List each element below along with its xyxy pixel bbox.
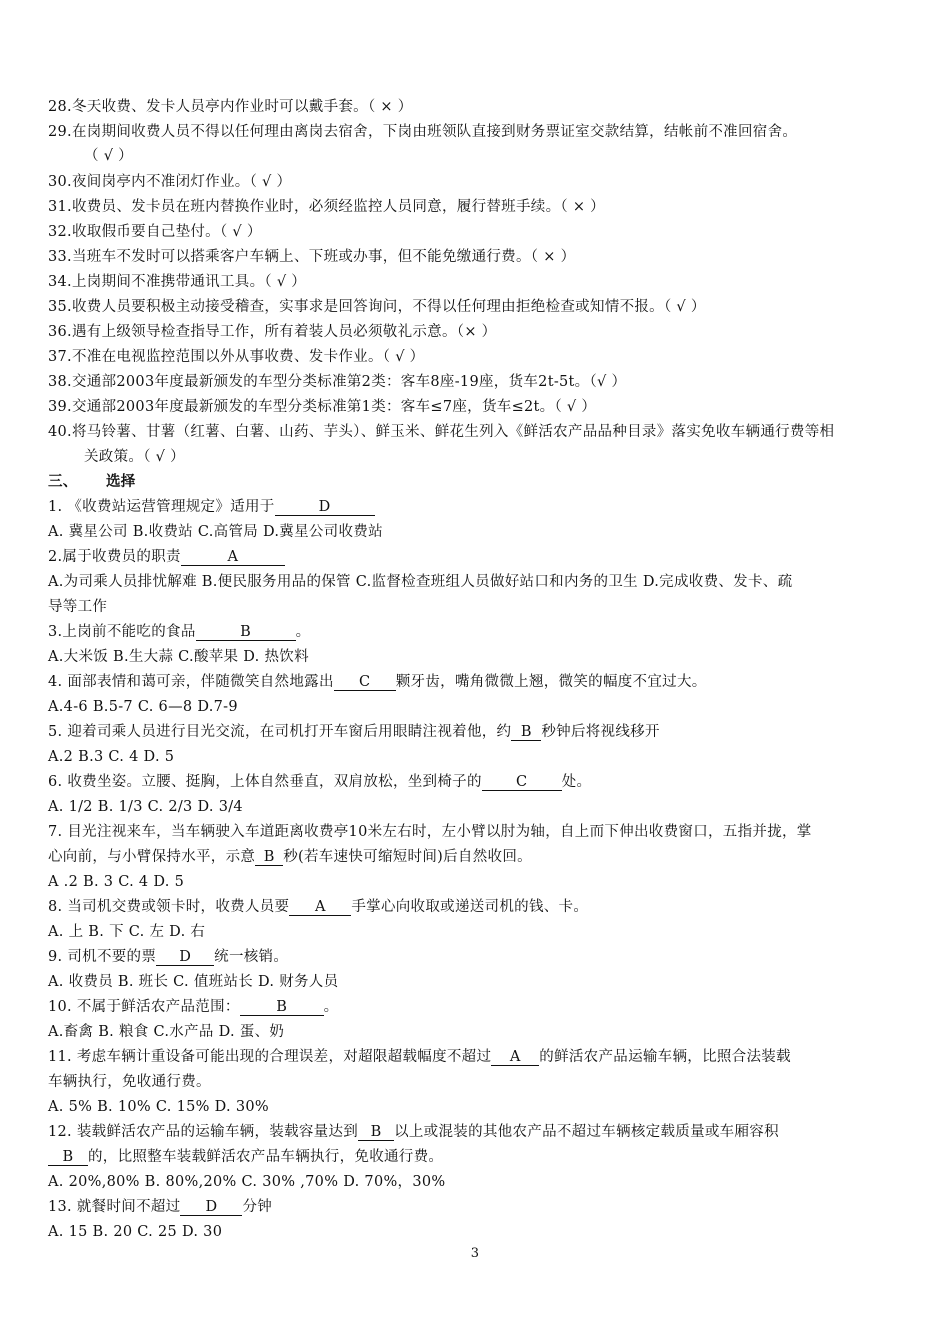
item-text: 不准在电视监控范围以外从事收费、发卡作业。（ √ ） (71, 349, 425, 365)
options-2 (48, 571, 908, 593)
item-number: 39. (48, 399, 72, 415)
answer-blank: D (180, 1199, 242, 1216)
answer-blank: C (482, 774, 562, 791)
item-number: 33. (48, 249, 72, 265)
answer-blank: D (275, 499, 375, 516)
answer-blank: B (196, 624, 296, 641)
question-1 (48, 496, 908, 518)
question-text: 手掌心向收取或递送司机的钱、卡。 (351, 899, 589, 915)
options-text: A .2 B. 3 C. 4 D. 5 (48, 874, 185, 890)
question-text: 。 (323, 999, 339, 1015)
item-number: 34. (48, 274, 72, 290)
options-3 (48, 646, 908, 668)
tf-item-28 (48, 96, 908, 118)
item-text: 夜间岗亭内不准闭灯作业。（ √ ） (71, 174, 292, 190)
options-6 (48, 796, 908, 818)
item-text: 交通部2003年度最新颁发的车型分类标准第2类：客车8座-19座，货车2t-5t。（√ ） (71, 374, 627, 390)
section-heading (48, 471, 908, 493)
question-7-cont (48, 846, 908, 868)
question-text: 车辆执行，免收通行费。 (48, 1074, 211, 1090)
question-text: 7. 目光注视来车，当车辆驶入车道距离收费亭10米左右时，左小臂以肘为轴，自上而下伸出收费窗口，五指并拢，掌 (48, 824, 812, 840)
question-text: 8. 当司机交费或领卡时，收费人员要 (48, 899, 290, 915)
question-text: 9. 司机不要的票 (48, 949, 157, 965)
answer-blank: A (491, 1049, 539, 1066)
answer-blank: A (289, 899, 351, 916)
item-text: 收费人员要积极主动接受稽查，实事求是回答询问，不得以任何理由拒绝检查或知情不报。（ √ ） (71, 299, 706, 315)
options-11 (48, 1096, 908, 1118)
question-12-cont (48, 1146, 908, 1168)
tf-item-39 (48, 396, 908, 418)
item-number: 30. (48, 174, 72, 190)
question-text: 秒钟后将视线移开 (541, 724, 660, 740)
item-number: 32. (48, 224, 72, 240)
item-number: 40. (48, 424, 72, 440)
options-4 (48, 696, 908, 718)
question-4 (48, 671, 908, 693)
question-text: 4. 面部表情和蔼可亲，伴随微笑自然地露出 (48, 674, 334, 690)
question-11 (48, 1046, 908, 1068)
question-9 (48, 946, 908, 968)
question-13 (48, 1196, 908, 1218)
question-3 (48, 621, 908, 643)
options-text: A. 15 B. 20 C. 25 D. 30 (48, 1224, 223, 1240)
question-5 (48, 721, 908, 743)
item-number: 37. (48, 349, 72, 365)
question-text: 13. 就餐时间不超过 (48, 1199, 181, 1215)
options-text: A.2 B.3 C. 4 D. 5 (48, 749, 175, 765)
tf-item-34 (48, 271, 908, 293)
question-text: 处。 (561, 774, 592, 790)
question-10 (48, 996, 908, 1018)
question-12 (48, 1121, 908, 1143)
question-text: 统一核销。 (214, 949, 289, 965)
item-text: 将马铃薯、甘薯（红薯、白薯、山药、芋头）、鲜玉米、鲜花生列入《鲜活农产品品种目录》落实免收车辆通行费等相 (71, 424, 835, 440)
tf-item-38 (48, 371, 908, 393)
tf-item-31 (48, 196, 908, 218)
item-text: 冬天收费、发卡人员亭内作业时可以戴手套。（ × ） (71, 99, 413, 115)
item-text: （ √ ） (84, 148, 133, 164)
question-8 (48, 896, 908, 918)
tf-item-40-cont (84, 446, 908, 468)
question-2 (48, 546, 908, 568)
options-2-cont (48, 596, 908, 618)
options-text: A. 上 B. 下 C. 左 D. 右 (48, 924, 206, 940)
item-text: 遇有上级领导检查指导工作，所有着装人员必须敬礼示意。（× ） (71, 324, 497, 340)
tf-item-36 (48, 321, 908, 343)
question-text: 1. 《收费站运营管理规定》适用于 (48, 499, 275, 515)
options-1 (48, 521, 908, 543)
tf-item-32 (48, 221, 908, 243)
answer-blank: B (358, 1124, 394, 1141)
answer-blank: B (511, 724, 541, 741)
item-number: 29. (48, 124, 72, 140)
answer-blank: A (181, 549, 285, 566)
item-number: 35. (48, 299, 72, 315)
answer-blank: D (156, 949, 214, 966)
question-text: 以上或混装的其他农产品不超过车辆核定载质量或车厢容积 (394, 1124, 779, 1140)
tf-item-37 (48, 346, 908, 368)
options-text: A. 5% B. 10% C. 15% D. 30% (48, 1099, 270, 1115)
question-7 (48, 821, 908, 843)
options-text: A. 1/2 B. 1/3 C. 2/3 D. 3/4 (48, 799, 243, 815)
question-text: 6. 收费坐姿。立腰、挺胸，上体自然垂直，双肩放松，坐到椅子的 (48, 774, 482, 790)
answer-blank: B (240, 999, 324, 1016)
tf-item-29-cont (84, 145, 908, 167)
options-text: A. 收费员 B. 班长 C. 值班站长 D. 财务人员 (48, 974, 339, 990)
item-number: 28. (48, 99, 72, 115)
question-text: 心向前，与小臂保持水平，示意 (48, 849, 256, 865)
options-8 (48, 921, 908, 943)
tf-item-35 (48, 296, 908, 318)
tf-item-33 (48, 246, 908, 268)
question-text: 。 (295, 624, 311, 640)
question-text: 10. 不属于鲜活农产品范围： (48, 999, 240, 1015)
question-6 (48, 771, 908, 793)
options-text: A. 冀星公司 B.收费站 C.高管局 D.冀星公司收费站 (48, 524, 383, 540)
item-text: 交通部2003年度最新颁发的车型分类标准第1类：客车≤7座，货车≤2t。（ √ ） (71, 399, 597, 415)
section-title: 选择 (106, 473, 136, 490)
options-text: A.大米饭 B.生大蒜 C.酸苹果 D. 热饮料 (48, 649, 309, 665)
options-12 (48, 1171, 908, 1193)
question-text: 的鲜活农产品运输车辆，比照合法装载 (539, 1049, 791, 1065)
item-number: 36. (48, 324, 72, 340)
tf-item-30 (48, 171, 908, 193)
options-9 (48, 971, 908, 993)
section-number: 三、 (48, 473, 78, 490)
item-text: 收费员、发卡员在班内替换作业时，必须经监控人员同意，履行替班手续。（ × ） (71, 199, 605, 215)
tf-item-29 (48, 121, 908, 143)
options-5 (48, 746, 908, 768)
item-number: 31. (48, 199, 72, 215)
options-7 (48, 871, 908, 893)
question-text: 秒(若车速快可缩短时间)后自然收回。 (283, 849, 532, 865)
options-text: A. 20%,80% B. 80%,20% C. 30% ,70% D. 70%，30% (48, 1174, 446, 1190)
page-number: 3 (470, 1246, 480, 1261)
question-text: 12. 装载鲜活农产品的运输车辆，装载容量达到 (48, 1124, 359, 1140)
options-text: 导等工作 (48, 599, 108, 615)
question-text: 3.上岗前不能吃的食品 (48, 624, 196, 640)
options-10 (48, 1021, 908, 1043)
question-text: 的，比照整车装载鲜活农产品车辆执行，免收通行费。 (88, 1149, 444, 1165)
item-text: 上岗期间不准携带通讯工具。（ √ ） (71, 274, 307, 290)
options-text: A.4-6 B.5-7 C. 6—8 D.7-9 (48, 699, 238, 715)
options-text: A.为司乘人员排忧解难 B.便民服务用品的保管 C.监督检查班组人员做好站口和内务的卫生 D.完成收费、发卡、疏 (48, 574, 793, 590)
item-number: 38. (48, 374, 72, 390)
question-text: 5. 迎着司乘人员进行目光交流，在司机打开车窗后用眼睛注视着他，约 (48, 724, 512, 740)
item-text: 在岗期间收费人员不得以任何理由离岗去宿舍，下岗由班领队直接到财务票证室交款结算，结帐前不准回宿舍。 (71, 124, 798, 140)
item-text: 关政策。（ √ ） (84, 449, 185, 465)
options-text: A.畜禽 B. 粮食 C.水产品 D. 蛋、奶 (48, 1024, 285, 1040)
question-text: 2.属于收费员的职责 (48, 549, 181, 565)
question-text: 颗牙齿，嘴角微微上翘，微笑的幅度不宜过大。 (395, 674, 707, 690)
answer-blank: B (255, 849, 283, 866)
item-text: 收取假币要自己垫付。（ √ ） (71, 224, 262, 240)
question-text: 11. 考虑车辆计重设备可能出现的合理误差，对超限超载幅度不超过 (48, 1049, 492, 1065)
options-13 (48, 1221, 908, 1243)
question-text: 分钟 (242, 1199, 273, 1215)
answer-blank: B (48, 1149, 88, 1166)
item-text: 当班车不发时可以搭乘客户车辆上、下班或办事，但不能免缴通行费。（ × ） (71, 249, 576, 265)
answer-blank: C (334, 674, 396, 691)
question-11-cont (48, 1071, 908, 1093)
tf-item-40 (48, 421, 908, 443)
